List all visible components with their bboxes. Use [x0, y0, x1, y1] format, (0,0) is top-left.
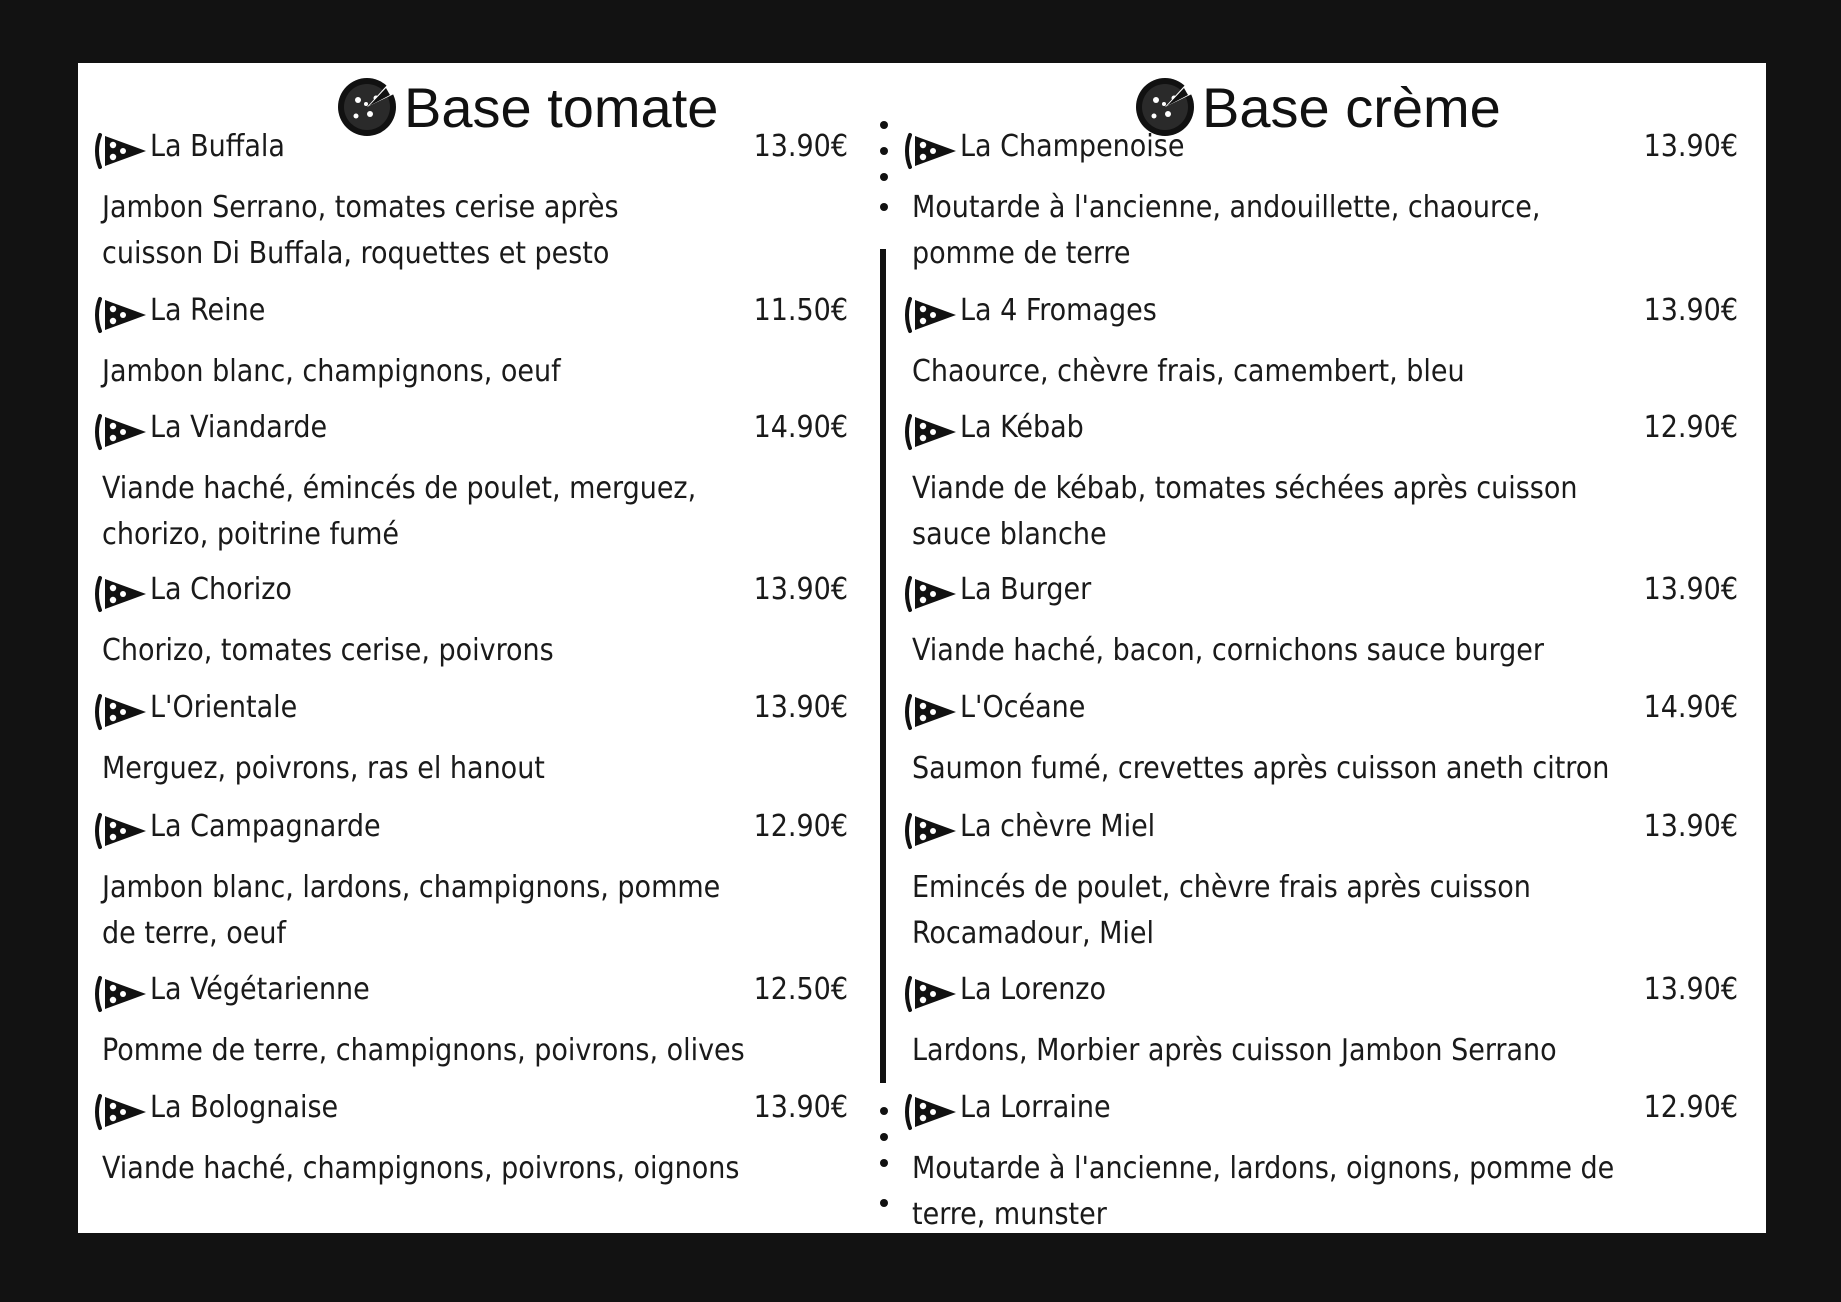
pizza-slice-icon	[94, 1092, 148, 1132]
cream-base-title-text: Base crème	[1202, 75, 1501, 139]
pizza-slice-icon	[94, 412, 148, 452]
pizza-slice-icon	[94, 692, 148, 732]
menu-item	[888, 291, 1766, 389]
menu-item	[78, 291, 868, 389]
menu-item	[78, 408, 868, 552]
pizza-slice-icon	[904, 974, 958, 1014]
menu-item	[78, 570, 868, 668]
item-description: Viande haché, champignons, poivrons, oignons	[102, 1151, 740, 1186]
pizza-slice-icon	[904, 295, 958, 335]
item-name: La Campagnarde	[150, 809, 381, 844]
menu-item	[888, 1088, 1766, 1232]
item-description: Pomme de terre, champignons, poivrons, olives	[102, 1033, 745, 1068]
item-price: 14.90€	[1643, 690, 1738, 725]
item-name: La Reine	[150, 293, 266, 328]
item-price: 13.90€	[1643, 972, 1738, 1007]
item-name: La chèvre Miel	[960, 809, 1156, 844]
menu-item	[78, 127, 868, 271]
menu-item	[78, 807, 868, 951]
item-name: La Bolognaise	[150, 1090, 339, 1125]
item-price: 11.50€	[753, 293, 848, 328]
menu-item	[888, 807, 1766, 951]
item-description: Moutarde à l'ancienne, lardons, oignons, pomme de terre, munster	[912, 1151, 1615, 1232]
menu-item	[888, 408, 1766, 552]
item-description: Viande de kébab, tomates séchées après cuisson sauce blanche	[912, 471, 1578, 552]
item-name: La Viandarde	[150, 410, 328, 445]
item-description: Chorizo, tomates cerise, poivrons	[102, 633, 554, 668]
item-name: La Champenoise	[960, 129, 1185, 164]
item-price: 13.90€	[1643, 572, 1738, 607]
cream-base-column	[888, 63, 1766, 1233]
pizza-slice-icon	[904, 1092, 958, 1132]
item-description: Chaource, chèvre frais, camembert, bleu	[912, 354, 1465, 389]
item-name: L'Océane	[960, 690, 1086, 725]
item-description: Moutarde à l'ancienne, andouillette, chaource, pomme de terre	[912, 190, 1541, 271]
menu-item	[888, 127, 1766, 271]
pizza-slice-icon	[94, 811, 148, 851]
tomato-base-title-text: Base tomate	[404, 75, 719, 139]
item-price: 13.90€	[1643, 129, 1738, 164]
pizza-slice-icon	[94, 131, 148, 171]
item-price: 13.90€	[753, 129, 848, 164]
pizza-slice-icon	[904, 811, 958, 851]
item-price: 13.90€	[1643, 293, 1738, 328]
pizza-slice-icon	[94, 295, 148, 335]
item-name: La Buffala	[150, 129, 285, 164]
pizza-slice-icon	[904, 574, 958, 614]
item-price: 12.90€	[753, 809, 848, 844]
item-price: 13.90€	[753, 572, 848, 607]
item-description: Viande haché, émincés de poulet, merguez, chorizo, poitrine fumé	[102, 471, 697, 552]
menu-item	[78, 688, 868, 786]
item-description: Merguez, poivrons, ras el hanout	[102, 751, 545, 786]
item-description: Jambon blanc, champignons, oeuf	[102, 354, 561, 389]
item-name: La Burger	[960, 572, 1092, 607]
item-price: 12.90€	[1643, 1090, 1738, 1125]
item-description: Saumon fumé, crevettes après cuisson aneth citron	[912, 751, 1610, 786]
item-name: La Lorraine	[960, 1090, 1111, 1125]
item-description: Lardons, Morbier après cuisson Jambon Serrano	[912, 1033, 1557, 1068]
menu-item	[78, 1088, 868, 1186]
item-price: 14.90€	[753, 410, 848, 445]
item-price: 12.50€	[753, 972, 848, 1007]
menu-item	[888, 970, 1766, 1068]
pizza-slice-icon	[94, 574, 148, 614]
item-name: La Lorenzo	[960, 972, 1106, 1007]
item-description: Viande haché, bacon, cornichons sauce burger	[912, 633, 1544, 668]
item-name: L'Orientale	[150, 690, 298, 725]
item-price: 13.90€	[753, 1090, 848, 1125]
item-name: La Kébab	[960, 410, 1084, 445]
menu-item	[78, 970, 868, 1068]
item-description: Jambon Serrano, tomates cerise après cuisson Di Buffala, roquettes et pesto	[102, 190, 619, 271]
menu-card	[78, 63, 1766, 1233]
item-price: 13.90€	[1643, 809, 1738, 844]
item-description: Emincés de poulet, chèvre frais après cuisson Rocamadour, Miel	[912, 870, 1531, 951]
pizza-slice-icon	[904, 131, 958, 171]
item-price: 12.90€	[1643, 410, 1738, 445]
menu-item	[888, 688, 1766, 786]
item-name: La Végétarienne	[150, 972, 370, 1007]
pizza-slice-icon	[94, 974, 148, 1014]
item-name: La 4 Fromages	[960, 293, 1157, 328]
pizza-slice-icon	[904, 412, 958, 452]
item-price: 13.90€	[753, 690, 848, 725]
menu-item	[888, 570, 1766, 668]
pizza-slice-icon	[904, 692, 958, 732]
item-description: Jambon blanc, lardons, champignons, pomme de terre, oeuf	[102, 870, 721, 951]
tomato-base-column	[78, 63, 868, 1233]
item-name: La Chorizo	[150, 572, 292, 607]
